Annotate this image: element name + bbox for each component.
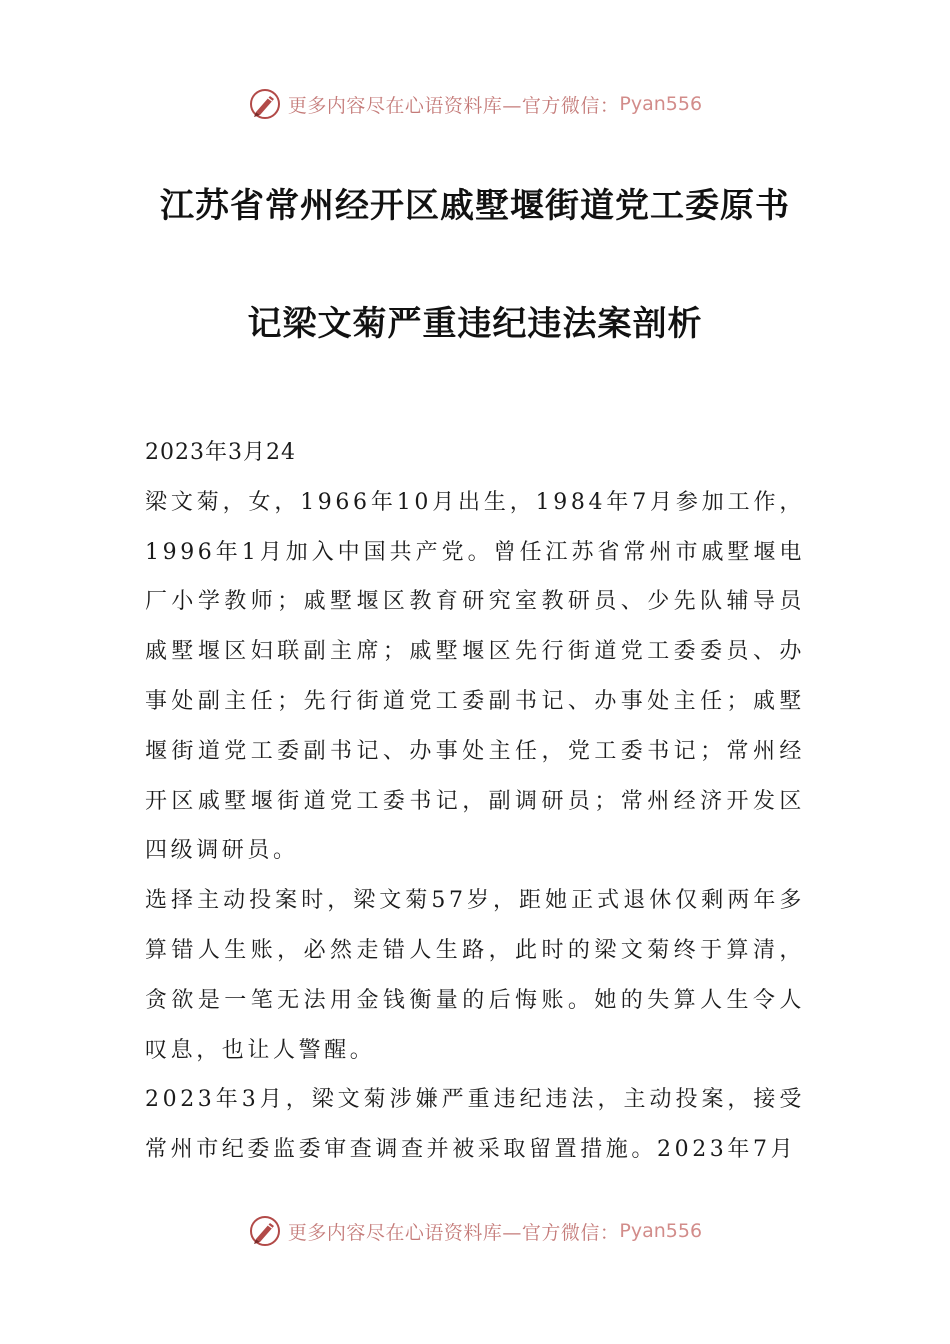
document-title-line-1: 江苏省常州经开区戚墅堰街道党工委原书 <box>160 186 790 226</box>
header-watermark <box>0 84 950 124</box>
watermark-wechat-id: Pyan556 <box>619 1220 703 1242</box>
watermark-wechat-id: Pyan556 <box>619 93 703 115</box>
watermark-text: 更多内容尽在心语资料库—官方微信： <box>287 1221 620 1244</box>
paragraph-reflection: 选择主动投案时，梁文菊57岁，距她正式退休仅剩两年多算错人生账，必然走错人生路，此时的梁文菊终于算清，贪欲是一笔无法用金钱衡量的后悔账。她的失算人生令人叹息，也让人警醒。 <box>145 888 805 1063</box>
footer-watermark <box>0 1211 950 1251</box>
watermark-text: 更多内容尽在心语资料库—官方微信： <box>287 94 620 117</box>
pen-logo-icon <box>248 87 282 121</box>
pen-logo-icon <box>248 1214 282 1248</box>
document-date: 2023年3月24 <box>145 440 296 465</box>
document-title-line-2: 记梁文菊严重违纪违法案剖析 <box>247 304 703 344</box>
document-body <box>145 428 805 1175</box>
paragraph-profile: 梁文菊，女，1966年10月出生，1984年7月参加工作，1996年1月加入中国共产党。曾任江苏省常州市戚墅堰电厂小学教师；戚墅堰区教育研究室教研员、少先队辅导员戚墅堰区妇联副主席；戚墅堰区先行街道党工委委员、办事处副主任；先行街道党工委副书记、办事处主任；戚墅堰街道党工委副书记、办事处主任，党工委书记；常州经开区戚墅堰街道党工委书记，副调研员；常州经济开发区四级调研员。 <box>145 489 805 864</box>
paragraph-investigation: 2023年3月，梁文菊涉嫌严重违纪违法，主动投案，接受常州市纪委监委审查调查并被采取留置措施。2023年7月 <box>145 1087 805 1163</box>
